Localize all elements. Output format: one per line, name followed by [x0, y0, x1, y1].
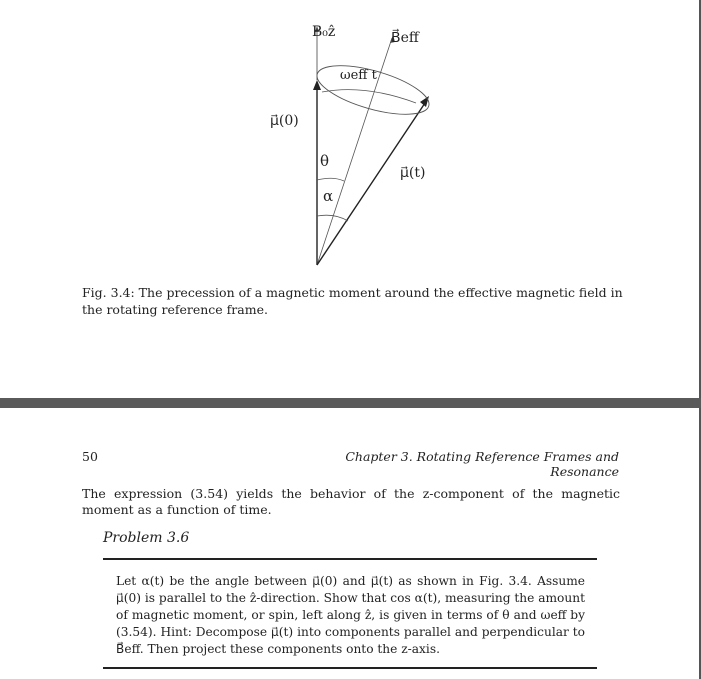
running-head: Chapter 3. Rotating Reference Frames and Resonance: [345, 449, 619, 479]
label-alpha: α: [323, 187, 334, 205]
mu0-arrowhead: [313, 80, 321, 90]
problem-rule-bottom: [103, 667, 597, 669]
omega-arc: [322, 90, 416, 103]
label-beff: B⃗eff: [391, 30, 419, 46]
precession-circle: [312, 56, 434, 125]
page-separator: [0, 398, 701, 408]
page-number: 50: [82, 449, 98, 464]
theta-arc: [317, 178, 344, 181]
label-theta: θ: [320, 152, 330, 170]
body-paragraph: The expression (3.54) yields the behavior of the z-component of the magnetic moment as a function of time.: [82, 486, 620, 517]
problem-text: Let α(t) be the angle between μ⃗(0) and μ⃗(t) as shown in Fig. 3.4. Assume μ⃗(0) is parallel to the ẑ-direction. Show that cos α(t), measuring the amount of magnetic moment, or spin, left along ẑ, is given in terms of θ and ωeff by (3.54). Hint: Decompose μ⃗(t) into components parallel and perpendicular to B⃗eff. Then project these components onto the z-axis.: [116, 574, 585, 656]
mut-vector: [317, 100, 427, 265]
label-mu0: μ⃗(0): [270, 113, 299, 129]
mut-arrowhead: [420, 96, 429, 107]
problem-rule-top: [103, 558, 597, 560]
label-omega-t: ωeff t: [340, 68, 377, 83]
figure-caption: Fig. 3.4: The precession of a magnetic moment around the effective magnetic field in the rotating reference frame.: [82, 285, 623, 317]
precession-figure: [240, 8, 470, 278]
label-mut: μ⃗(t): [400, 165, 426, 181]
label-b0z: B₀ẑ: [312, 24, 336, 40]
problem-title: Problem 3.6: [103, 530, 190, 546]
